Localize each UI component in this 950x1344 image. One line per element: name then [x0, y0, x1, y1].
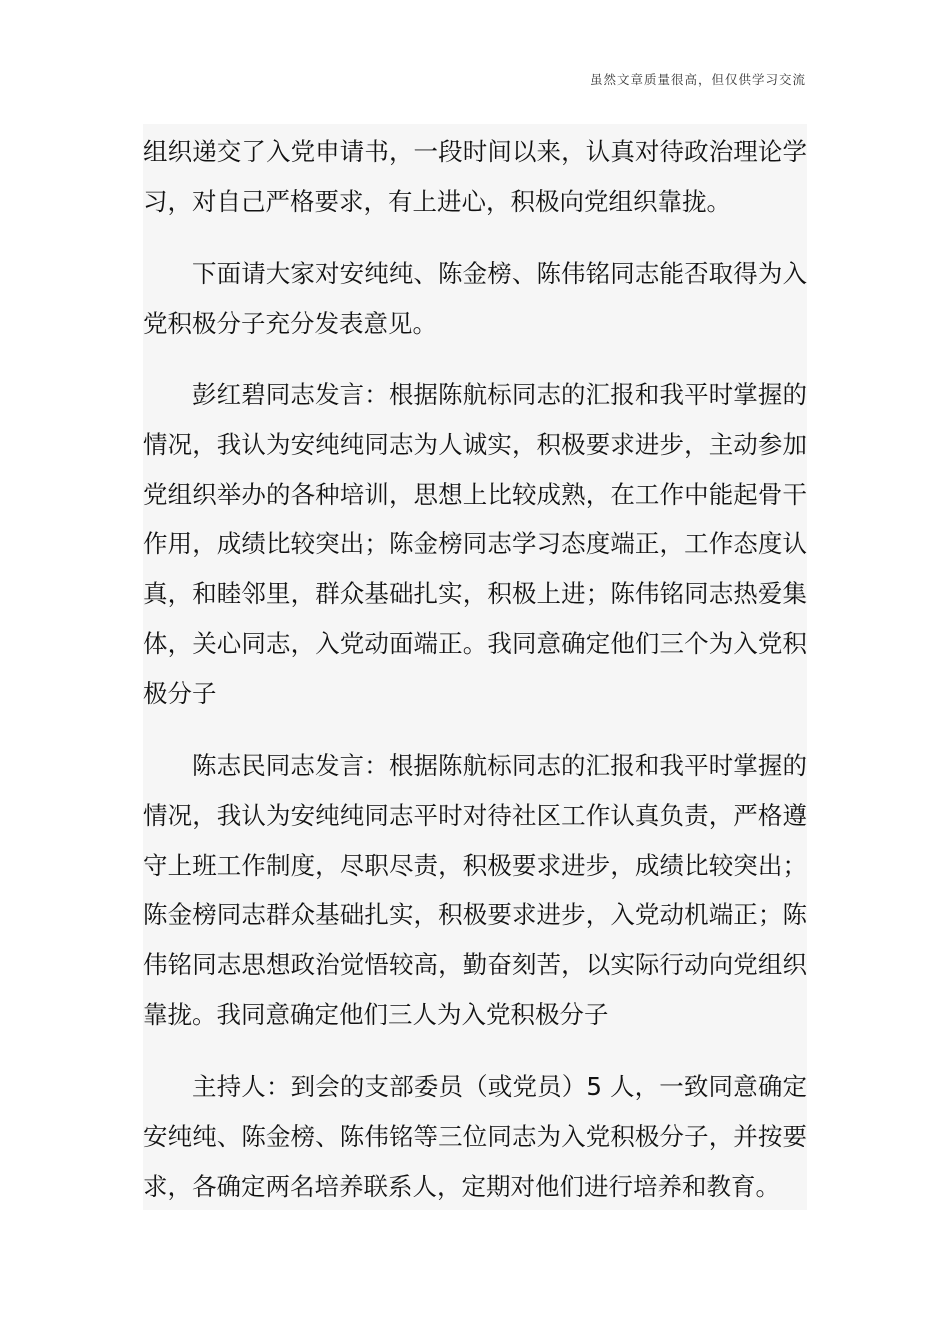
paragraph-speaker-peng: 彭红碧同志发言：根据陈航标同志的汇报和我平时掌握的情况，我认为安纯纯同志为人诚实，积极要求进步，主动参加党组织举办的各种培训，思想上比较成熟，在工作中能起骨干作用，成绩比较突出；陈金榜同志学习态度端正，工作态度认真，和睦邻里，群众基础扎实，积极上进；陈伟铭同志热爱集体，关心同志，入党动面端正。我同意确定他们三个为入党积极分子: [143, 380, 807, 708]
paragraph-host-conclusion: 主持人：到会的支部委员（或党员）5 人，一致同意确定安纯纯、陈金榜、陈伟铭等三位同志为入党积极分子，并按要求，各确定两名培养联系人，定期对他们进行培养和教育。: [143, 1072, 807, 1201]
paragraph-continuation: 组织递交了入党申请书，一段时间以来，认真对待政治理论学习，对自己严格要求，有上进心，积极向党组织靠拢。: [143, 137, 807, 216]
header-disclaimer: 虽然文章质量很高，但仅供学习交流: [589, 72, 806, 87]
paragraph-invitation: 下面请大家对安纯纯、陈金榜、陈伟铭同志能否取得为入党积极分子充分发表意见。: [143, 259, 807, 338]
paragraph-speaker-chen: 陈志民同志发言：根据陈航标同志的汇报和我平时掌握的情况，我认为安纯纯同志平时对待社区工作认真负责，严格遵守上班工作制度，尽职尽责，积极要求进步，成绩比较突出；陈金榜同志群众基础扎实，积极要求进步，入党动机端正；陈伟铭同志思想政治觉悟较高，勤奋刻苦，以实际行动向党组织靠拢。我同意确定他们三人为入党积极分子: [143, 751, 807, 1029]
